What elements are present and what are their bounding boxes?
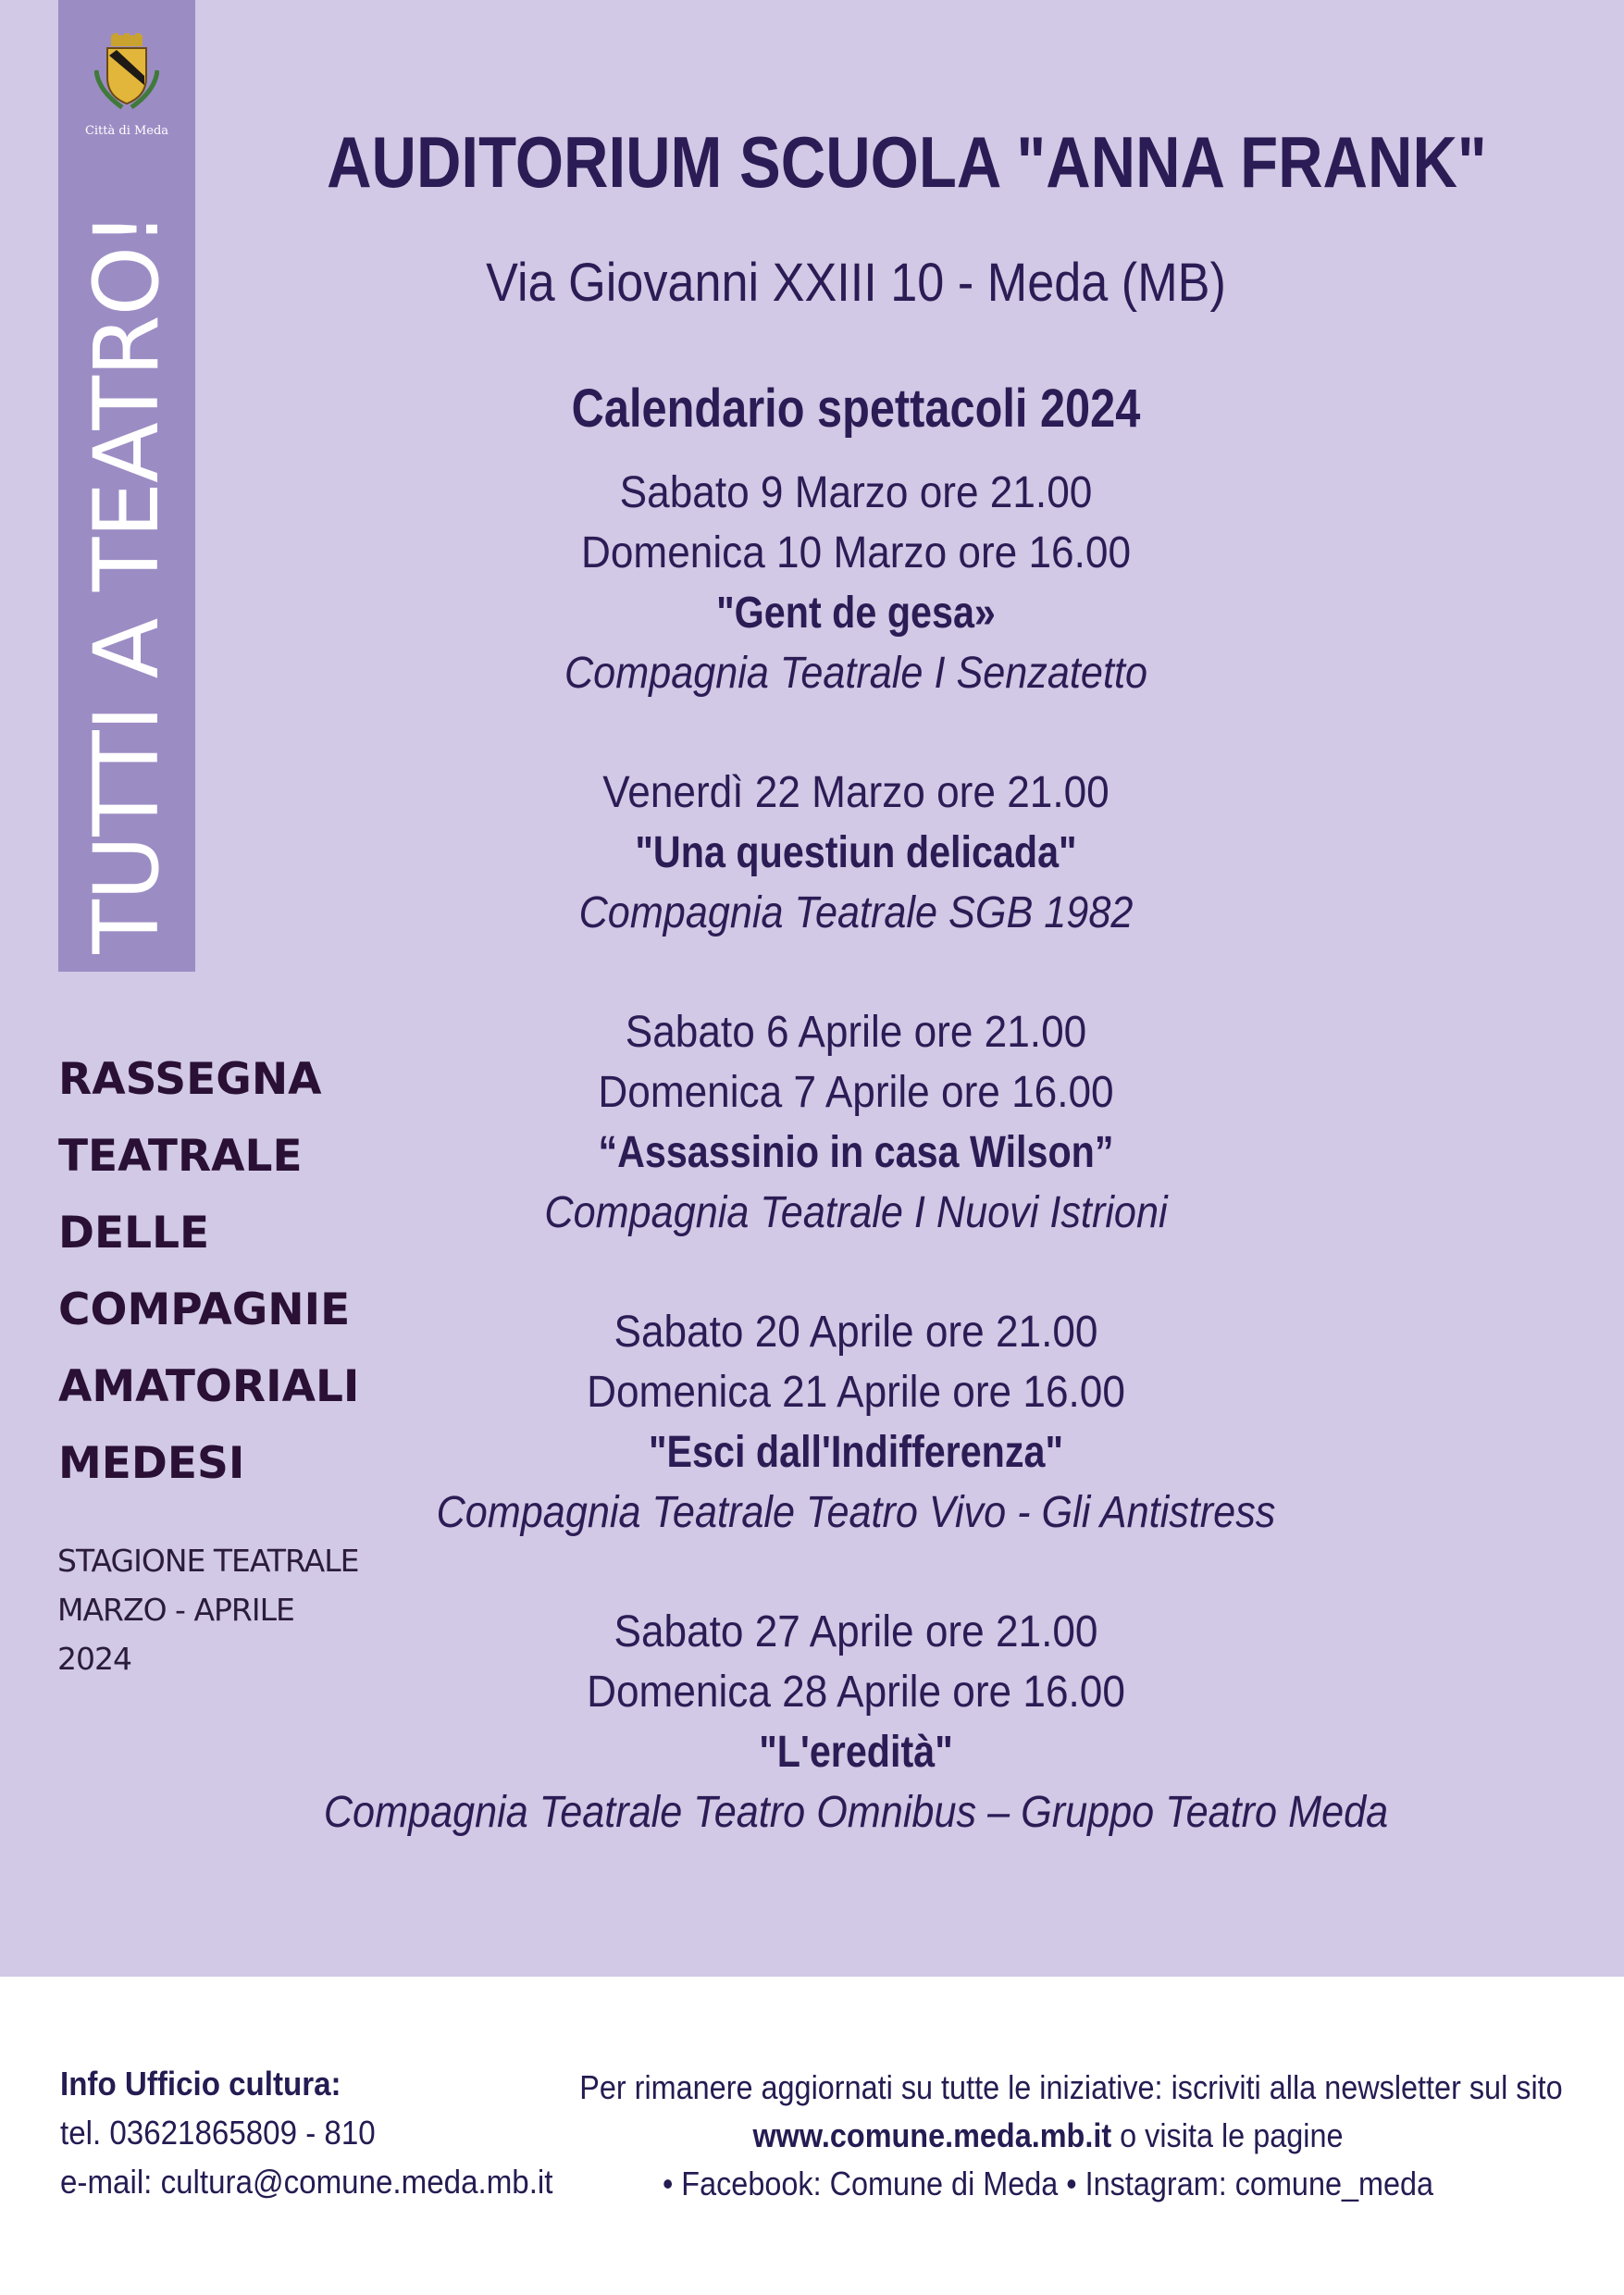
website-line xyxy=(579,2112,1517,2160)
info-block xyxy=(60,2060,578,2206)
crest-caption: Città di Meda xyxy=(84,124,169,138)
event-list xyxy=(241,463,1471,1902)
season-line: MARZO - APRILE xyxy=(57,1592,294,1628)
rassegna-line: MEDESI xyxy=(58,1438,245,1489)
event-date: Sabato 9 Marzo ore 21.00 xyxy=(619,468,1093,517)
venue-title: AUDITORIUM SCUOLA "ANNA FRANK" xyxy=(327,121,1487,203)
rassegna-line: DELLE xyxy=(58,1208,210,1259)
event-item xyxy=(241,463,1471,703)
season-line: 2024 xyxy=(57,1641,131,1677)
website-suffix: o visita le pagine xyxy=(1111,2116,1344,2154)
social-links: • Facebook: Comune di Meda • Instagram: comune_meda xyxy=(662,2165,1434,2202)
event-date: Domenica 7 Aprile ore 16.00 xyxy=(598,1068,1114,1117)
event-date: Sabato 27 Aprile ore 21.00 xyxy=(614,1607,1098,1656)
event-company: Compagnia Teatrale I Nuovi Istrioni xyxy=(544,1188,1168,1237)
event-date: Domenica 21 Aprile ore 16.00 xyxy=(587,1368,1125,1417)
event-item xyxy=(241,763,1471,943)
rassegna-line: AMATORIALI xyxy=(58,1361,360,1412)
event-company: Compagnia Teatrale Teatro Omnibus – Gruppo Teatro Meda xyxy=(323,1788,1389,1837)
city-crest-icon xyxy=(94,33,159,113)
event-item xyxy=(241,1002,1471,1243)
event-item xyxy=(241,1602,1471,1842)
info-phone: tel. 03621865809 - 810 xyxy=(60,2114,376,2152)
newsletter-block xyxy=(527,2064,1568,2208)
event-title: "Esci dall'Indifferenza" xyxy=(648,1428,1064,1477)
event-date: Sabato 6 Aprile ore 21.00 xyxy=(625,1008,1087,1057)
event-date: Domenica 28 Aprile ore 16.00 xyxy=(587,1668,1125,1717)
info-email: e-mail: cultura@comune.meda.mb.it xyxy=(60,2163,553,2201)
season-label xyxy=(57,1536,391,1683)
event-company: Compagnia Teatrale I Senzatetto xyxy=(564,649,1147,698)
event-date: Domenica 10 Marzo ore 16.00 xyxy=(580,528,1132,577)
rassegna-heading xyxy=(58,1041,410,1502)
event-date: Sabato 20 Aprile ore 21.00 xyxy=(614,1308,1098,1357)
event-title: "Gent de gesa» xyxy=(716,589,996,638)
event-title: "L'eredità" xyxy=(759,1728,953,1777)
info-title: Info Ufficio cultura: xyxy=(60,2065,341,2103)
season-line: STAGIONE TEATRALE xyxy=(57,1543,359,1579)
calendar-title: Calendario spettacoli 2024 xyxy=(571,378,1141,439)
newsletter-text: Per rimanere aggiornati su tutte le iniziative: iscriviti alla newsletter sul sito xyxy=(579,2068,1563,2106)
website-link[interactable]: www.comune.meda.mb.it xyxy=(752,2116,1112,2154)
event-title: “Assassinio in casa Wilson” xyxy=(598,1128,1114,1177)
rassegna-line: TEATRALE xyxy=(58,1131,303,1182)
rassegna-line: COMPAGNIE xyxy=(58,1284,351,1335)
event-date: Venerdì 22 Marzo ore 21.00 xyxy=(602,768,1110,817)
event-company: Compagnia Teatrale SGB 1982 xyxy=(578,888,1134,937)
venue-address: Via Giovanni XXIII 10 - Meda (MB) xyxy=(486,253,1226,313)
event-company: Compagnia Teatrale Teatro Vivo - Gli Antistress xyxy=(436,1488,1276,1537)
event-item xyxy=(241,1302,1471,1543)
event-title: "Una questiun delicada" xyxy=(635,828,1077,877)
vertical-title: TUTTI A TEATRO! xyxy=(75,212,179,954)
rassegna-line: RASSEGNA xyxy=(58,1054,322,1105)
